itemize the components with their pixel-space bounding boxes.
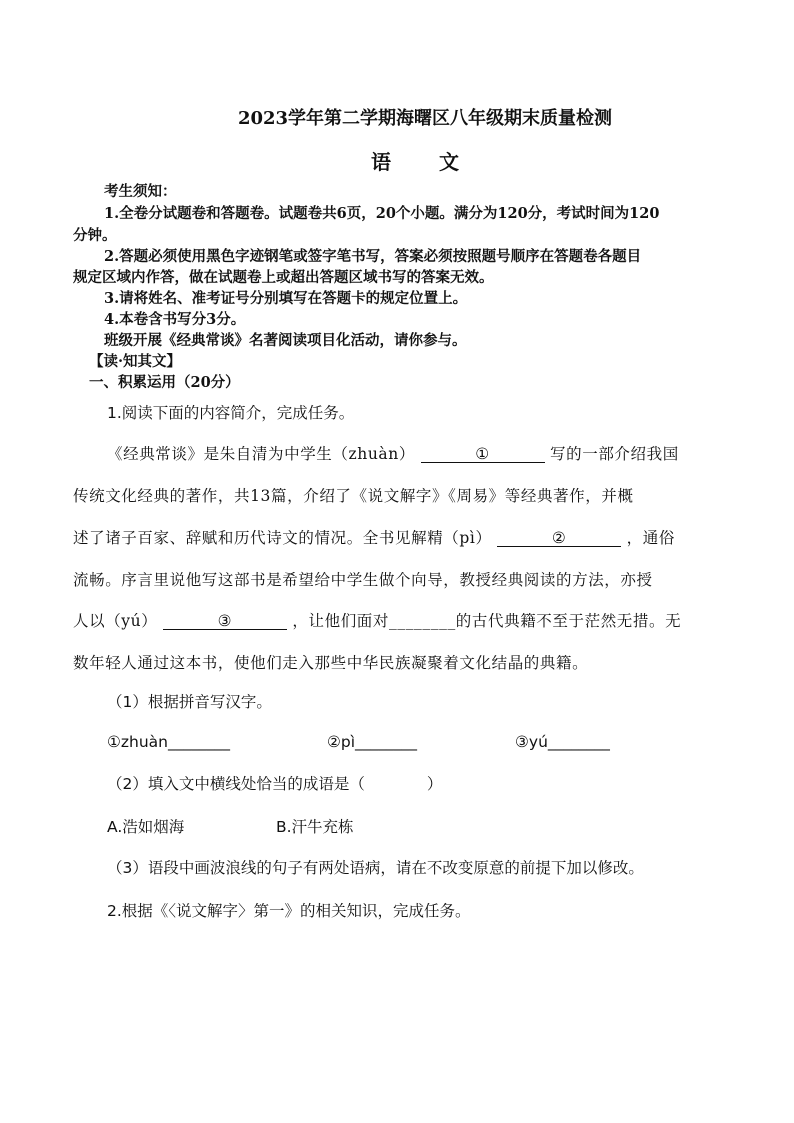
option-b[interactable]: B.汗牛充栋 bbox=[276, 818, 354, 836]
passage-line-2: 传统文化经典的著作，共13篇，介绍了《说文解字》《周易》等经典著作，并概 bbox=[73, 487, 634, 505]
passage-line-1 bbox=[107, 442, 679, 464]
passage-line-1-start: 《经典常谈》是朱自清为中学生（zhuàn） bbox=[107, 445, 415, 463]
passage-line-5-mid: ，让他们面对________的古代典籍不至于茫然无措。无 bbox=[292, 612, 682, 630]
sub-question-3: （3）语段中画波浪线的句子有两处语病，请在不改变原意的前提下加以修改。 bbox=[107, 859, 644, 877]
sub-question-1: （1）根据拼音写汉字。 bbox=[107, 693, 272, 711]
sub-question-2: （2）填入文中横线处恰当的成语是（ ） bbox=[107, 775, 443, 793]
passage-line-3 bbox=[73, 526, 675, 548]
notice-item-1a: 1.全卷分试题卷和答题卷。试题卷共6页，20个小题。满分为120分，考试时间为120 bbox=[104, 205, 660, 222]
notice-item-1b: 分钟。 bbox=[73, 227, 117, 244]
notice-item-3: 3.请将姓名、准考证号分别填写在答题卡的规定位置上。 bbox=[104, 290, 468, 307]
passage-line-3-start: 述了诸子百家、辞赋和历代诗文的情况。全书见解精（pì） bbox=[73, 529, 492, 547]
pinyin-blank-2[interactable]: ②pì________ bbox=[327, 733, 418, 751]
exam-title: 2023学年第二学期海曙区八年级期末质量检测 bbox=[237, 108, 613, 129]
notice-item-4: 4.本卷含书写分3分。 bbox=[104, 311, 246, 328]
passage-line-6: 数年轻人通过这本书，使他们走入那些中华民族凝聚着文化结晶的典籍。 bbox=[73, 654, 589, 672]
passage-line-5-start: 人以（yú） bbox=[73, 612, 158, 630]
blank-3[interactable]: ③ bbox=[163, 613, 287, 630]
subject-title: 语 文 bbox=[371, 150, 473, 174]
notice-heading: 考生须知： bbox=[104, 183, 177, 200]
blank-1[interactable]: ① bbox=[421, 446, 545, 463]
question-2-prompt: 2.根据《〈说文解字〉第一》的相关知识，完成任务。 bbox=[107, 902, 471, 920]
question-1-prompt: 1.阅读下面的内容简介，完成任务。 bbox=[107, 404, 355, 422]
notice-item-2a: 2.答题必须使用黑色字迹钢笔或签字笔书写，答案必须按照题号顺序在答题卷各题目 bbox=[104, 248, 642, 265]
passage-line-1-end: 写的一部介绍我国 bbox=[550, 445, 679, 463]
section-heading: 一、积累运用（20分） bbox=[89, 374, 240, 391]
pinyin-blank-1[interactable]: ①zhuàn________ bbox=[107, 733, 231, 751]
notice-item-2b: 规定区域内作答，做在试题卷上或超出答题区域书写的答案无效。 bbox=[73, 269, 494, 286]
pinyin-blank-3[interactable]: ③yú________ bbox=[515, 733, 610, 751]
passage-line-5 bbox=[73, 609, 681, 631]
passage-line-3-end: ，通俗 bbox=[626, 529, 675, 547]
passage-line-4: 流畅。序言里说他写这部书是希望给中学生做个向导，教授经典阅读的方法，亦授 bbox=[73, 571, 653, 589]
section-tag: 【读·知其文】 bbox=[89, 353, 182, 370]
activity-intro: 班级开展《经典常谈》名著阅读项目化活动，请你参与。 bbox=[104, 332, 467, 349]
option-a[interactable]: A.浩如烟海 bbox=[107, 818, 185, 836]
blank-2[interactable]: ② bbox=[497, 530, 621, 547]
